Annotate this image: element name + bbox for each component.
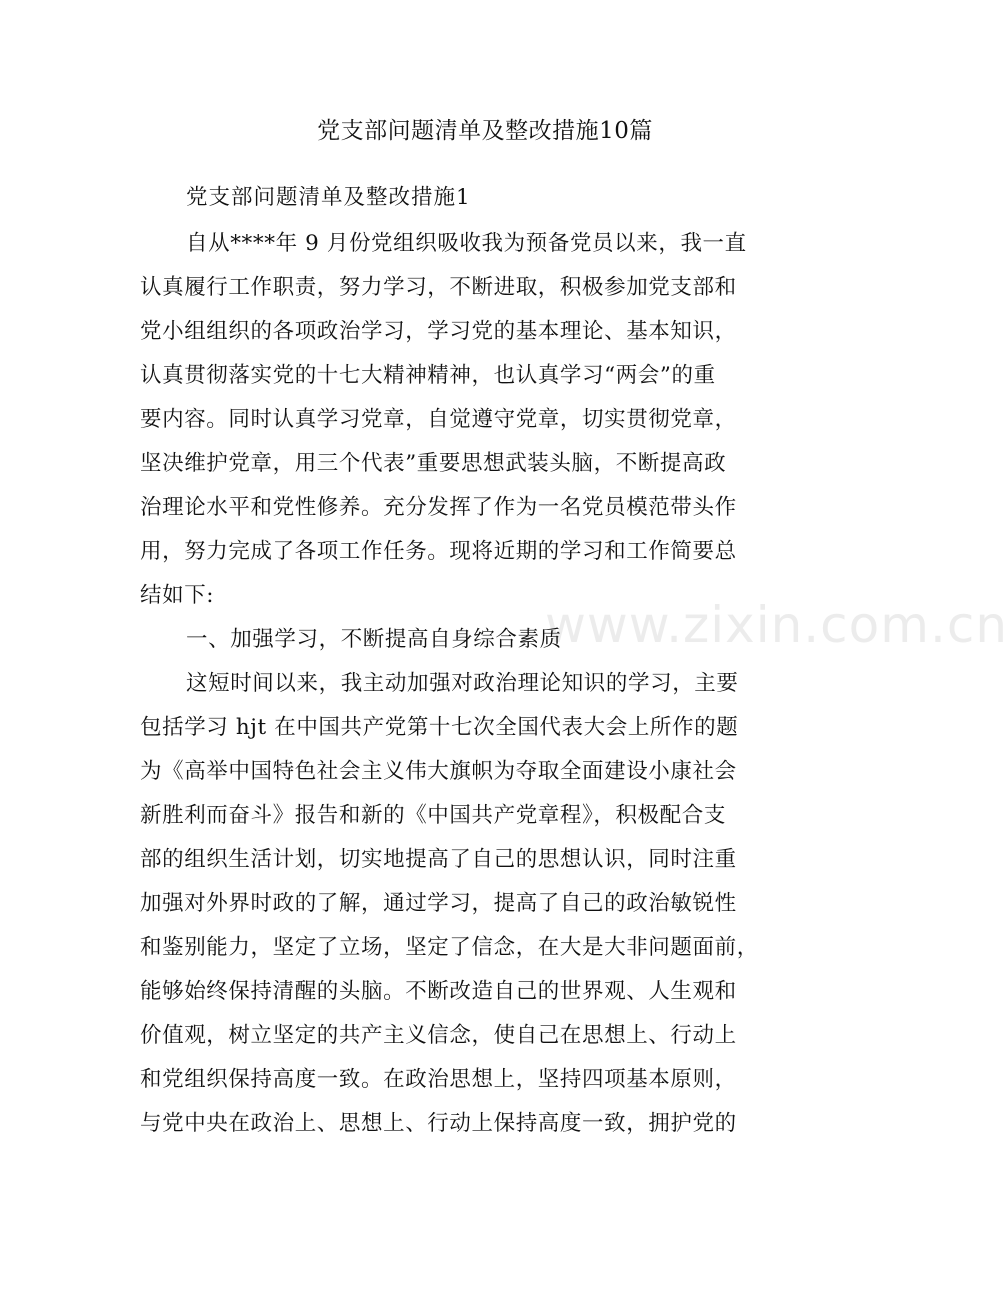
paragraph-line: 为《高举中国特色社会主义伟大旗帜为夺取全面建设小康社会: [140, 759, 737, 784]
paragraph-line: 认真履行工作职责，努力学习，不断进取，积极参加党支部和: [140, 275, 737, 300]
paragraph-line: 价值观，树立坚定的共产主义信念，使自己在思想上、行动上: [140, 1023, 737, 1048]
paragraph-line: 认真贯彻落实党的十七大精神精神，也认真学习“两会”的重: [140, 363, 716, 388]
paragraph-line: 包括学习 hjt 在中国共产党第十七次全国代表大会上所作的题: [140, 715, 739, 740]
paragraph-line: 坚决维护党章，用三个代表”重要思想武装头脑，不断提高政: [140, 451, 727, 476]
paragraph-line: 治理论水平和党性修养。充分发挥了作为一名党员模范带头作: [140, 495, 737, 520]
section-heading: 党支部问题清单及整改措施1: [186, 185, 471, 210]
paragraph-line: 结如下:: [140, 583, 215, 608]
paragraph-line: 部的组织生活计划，切实地提高了自己的思想认识，同时注重: [140, 847, 737, 872]
paragraph-line: 这短时间以来，我主动加强对政治理论知识的学习，主要: [186, 671, 739, 696]
paragraph-line: 和党组织保持高度一致。在政治思想上，坚持四项基本原则，: [140, 1067, 737, 1092]
paragraph-line: 加强对外界时政的了解，通过学习，提高了自己的政治敏锐性: [140, 891, 737, 916]
paragraph-line: 新胜利而奋斗》报告和新的《中国共产党章程》，积极配合支: [140, 803, 726, 828]
paragraph-line: 能够始终保持清醒的头脑。不断改造自己的世界观、人生观和: [140, 979, 737, 1004]
paragraph-line: 自从****年 9 月份党组织吸收我为预备党员以来，我一直: [186, 231, 747, 256]
paragraph-line: 党小组组织的各项政治学习，学习党的基本理论、基本知识，: [140, 319, 737, 344]
paragraph-line: 要内容。同时认真学习党章，自觉遵守党章，切实贯彻党章，: [140, 407, 737, 432]
paragraph-line: 与党中央在政治上、思想上、行动上保持高度一致，拥护党的: [140, 1111, 737, 1136]
subheading-line: 一、加强学习，不断提高自身综合素质: [186, 627, 562, 652]
paragraph-line: 用，努力完成了各项工作任务。现将近期的学习和工作简要总: [140, 539, 737, 564]
document-title: 党支部问题清单及整改措施10篇: [317, 118, 653, 144]
paragraph-line: 和鉴别能力，坚定了立场，坚定了信念，在大是大非问题面前，: [140, 935, 759, 960]
watermark: www.zixin.com.cn: [545, 596, 1008, 654]
